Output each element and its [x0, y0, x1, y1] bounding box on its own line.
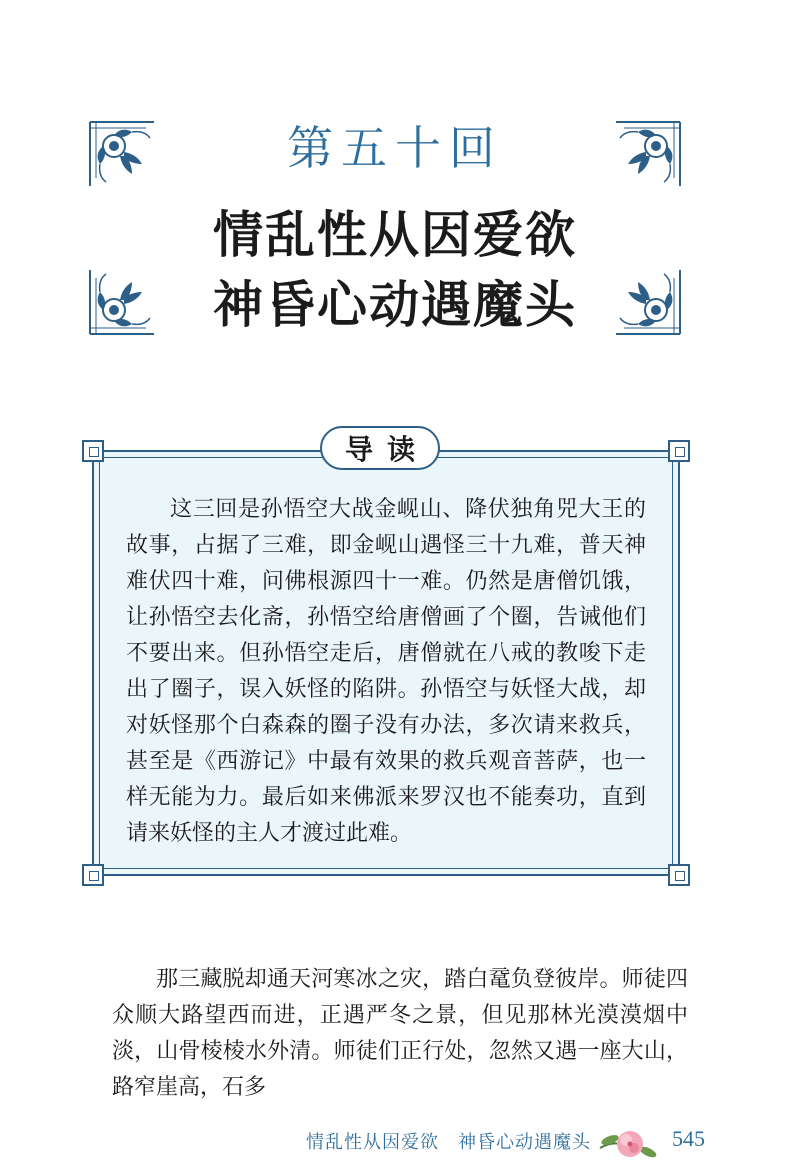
intro-badge	[320, 426, 440, 470]
box-corner-knot-icon	[82, 864, 104, 886]
page-footer	[0, 1124, 790, 1164]
peach-blossom-icon	[596, 1118, 660, 1168]
intro-badge-label: 导读	[344, 433, 429, 466]
box-corner-knot-icon	[668, 440, 690, 462]
box-corner-knot-icon	[668, 864, 690, 886]
chapter-title-line-1: 情乱性从因爱欲	[213, 206, 577, 264]
box-corner-knot-icon	[82, 440, 104, 462]
intro-paragraph: 这三回是孙悟空大战金岘山、降伏独角兕大王的故事，占据了三难，即金岘山遇怪三十九难，普天神难伏四十难，问佛根源四十一难。仍然是唐僧饥饿，让孙悟空去化斋，孙悟空给唐僧画了个圈，告诫他们不要出来。但孙悟空走后，唐僧就在八戒的教唆下走出了圈子，误入妖怪的陷阱。孙悟空与妖怪大战，却对妖怪那个白森森的圈子没有办法，多次请来救兵，甚至是《西游记》中最有效果的救兵观音菩萨，也一样无能为力。最后如来佛派来罗汉也不能奏功，直到请来妖怪的主人才渡过此难。	[126, 497, 646, 846]
page-number: 545	[672, 1126, 705, 1151]
chapter-title-line-2: 神昏心动遇魔头	[213, 276, 577, 334]
running-title: 情乱性从因爱欲 神昏心动遇魔头	[306, 1132, 591, 1153]
chapter-number: 第五十回	[287, 121, 503, 175]
body-paragraph: 那三藏脱却通天河寒冰之灾，踏白鼋负登彼岸。师徒四众顺大路望西而进，正遇严冬之景，但见那林光漠漠烟中淡，山骨棱棱水外清。师徒们正行处，忽然又遇一座大山，路窄崖高，石多	[112, 967, 688, 1100]
